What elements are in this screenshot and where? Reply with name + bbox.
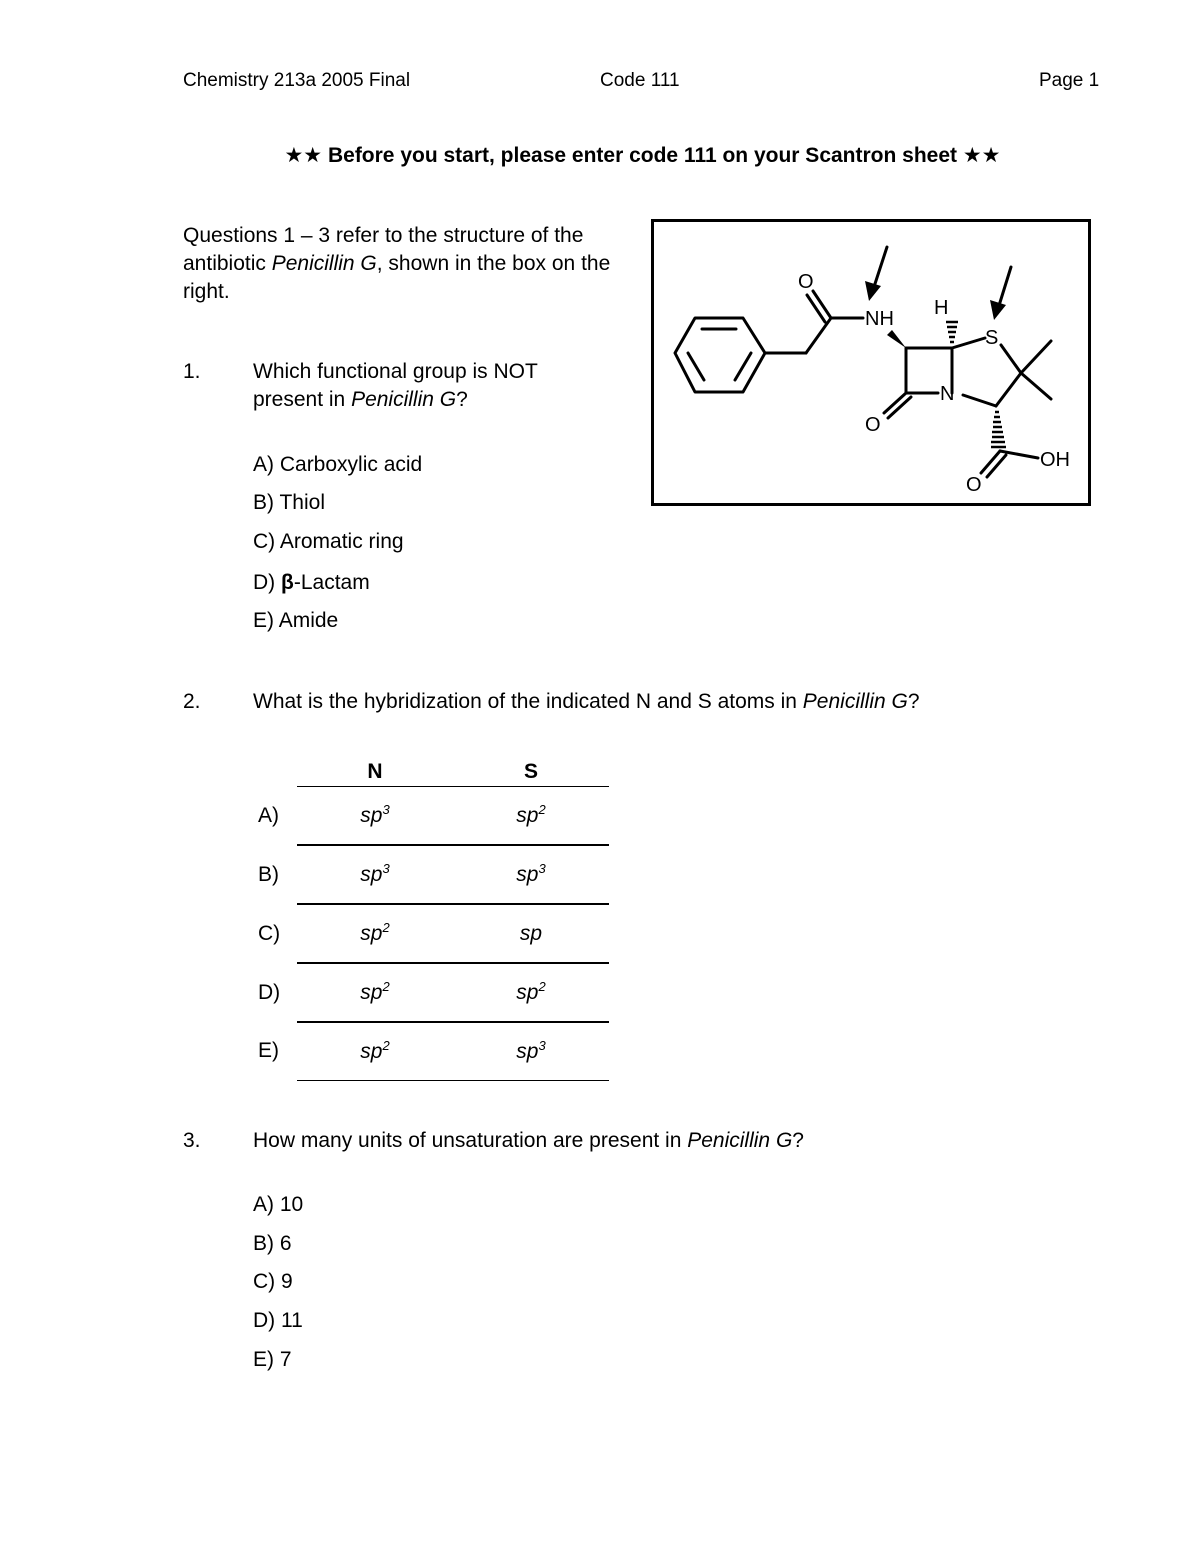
q3-option-d[interactable] — [253, 1309, 303, 1333]
n-hybridization: $sp^3$ — [297, 787, 453, 846]
option-letter: B) — [253, 491, 274, 514]
q3-option-a[interactable] — [253, 1193, 303, 1217]
option-letter: E) — [253, 1348, 274, 1371]
hybridization-table — [258, 750, 609, 1081]
option-letter: A) — [253, 453, 274, 476]
sulfur-label: S — [985, 327, 999, 349]
s-hybridization: sp — [453, 904, 609, 963]
option-text: 6 — [279, 1232, 292, 1255]
amide-nh-label: NH — [865, 308, 894, 330]
q2-option-a[interactable] — [258, 787, 609, 846]
row-letter: D) — [258, 980, 281, 1004]
q2-text — [253, 688, 1053, 716]
option-letter: A) — [253, 1193, 274, 1216]
q3-stem: How many units of unsaturation are present in — [253, 1129, 688, 1152]
row-letter: E) — [258, 1039, 279, 1063]
column-header-n: N — [297, 750, 453, 787]
table-corner — [258, 750, 297, 787]
q2-option-d[interactable] — [258, 963, 609, 1022]
option-letter: D) — [253, 1309, 276, 1332]
option-text: 10 — [279, 1193, 304, 1216]
q2-option-b[interactable] — [258, 845, 609, 904]
q1-option-a[interactable] — [253, 453, 422, 477]
hydroxyl-label: OH — [1040, 449, 1070, 471]
q3-drug: Penicillin G — [687, 1129, 793, 1152]
s-hybridization: $sp^2$ — [453, 963, 609, 1022]
q2-end: ? — [907, 690, 920, 713]
q1-stem: Which functional group is NOT present in — [253, 360, 538, 411]
intro-paragraph — [183, 222, 623, 306]
option-letter: C) — [253, 530, 276, 553]
scantron-banner: ★★ Before you start, please enter code 111 on your Scantron sheet ★★ — [284, 144, 1001, 167]
row-letter: C) — [258, 921, 281, 945]
q2-drug: Penicillin G — [802, 690, 908, 713]
carbonyl-oxygen-label: O — [798, 271, 814, 293]
s-hybridization: $sp^2$ — [453, 787, 609, 846]
option-letter: B) — [253, 1232, 274, 1255]
q3-option-b[interactable] — [253, 1232, 292, 1256]
q3-option-e[interactable] — [253, 1348, 292, 1372]
option-text: Carboxylic acid — [279, 453, 423, 476]
acid-oxygen-label: O — [966, 474, 982, 496]
option-text: 9 — [281, 1270, 293, 1293]
s-hybridization: $sp^3$ — [453, 1022, 609, 1081]
option-text: 7 — [279, 1348, 292, 1371]
header-code: Code 111 — [600, 70, 680, 91]
option-text: Thiol — [279, 491, 325, 514]
n-hybridization: $sp^2$ — [297, 904, 453, 963]
q3-end: ? — [792, 1129, 804, 1152]
q2-option-e[interactable] — [258, 1022, 609, 1081]
q3-text — [253, 1127, 1053, 1155]
option-letter: C) — [253, 1270, 276, 1293]
q3-number: 3. — [183, 1129, 201, 1152]
q1-end: ? — [456, 388, 468, 411]
n-hybridization: $sp^3$ — [297, 845, 453, 904]
intro-after: , shown in the box on the right. — [183, 252, 611, 303]
row-letter: A) — [258, 803, 279, 827]
q3-option-c[interactable] — [253, 1270, 293, 1294]
option-text: Aromatic ring — [279, 530, 404, 553]
n-hybridization: $sp^2$ — [297, 1022, 453, 1081]
nitrogen-label: N — [940, 383, 955, 405]
header-course: Chemistry 213a 2005 Final — [183, 70, 411, 91]
column-header-s: S — [453, 750, 609, 787]
q1-option-e[interactable] — [253, 609, 338, 633]
intro-before: Questions 1 – 3 refer to the structure of the antibiotic — [183, 224, 584, 275]
q2-option-c[interactable] — [258, 904, 609, 963]
q1-option-c[interactable] — [253, 530, 404, 554]
hydrogen-label: H — [934, 297, 949, 319]
intro-drug-name: Penicillin G — [271, 252, 377, 275]
q1-text — [253, 358, 613, 414]
q1-option-d[interactable] — [253, 571, 370, 595]
row-letter: B) — [258, 862, 279, 886]
header-page-number: Page 1 — [1039, 70, 1100, 91]
q2-stem: What is the hybridization of the indicated N and S atoms in — [253, 690, 803, 713]
q2-number: 2. — [183, 690, 201, 713]
option-text: 11 — [281, 1309, 303, 1332]
option-letter: E) — [253, 609, 274, 632]
option-text: -Lactam — [293, 571, 370, 594]
option-greek-beta: β — [281, 571, 294, 594]
n-hybridization: $sp^2$ — [297, 963, 453, 1022]
option-text: Amide — [278, 609, 339, 632]
lactam-oxygen-label: O — [865, 414, 881, 436]
option-letter: D) — [253, 571, 276, 594]
penicillin-structure-box — [651, 219, 1091, 506]
q1-drug: Penicillin G — [351, 388, 457, 411]
q1-number: 1. — [183, 360, 201, 383]
s-hybridization: $sp^3$ — [453, 845, 609, 904]
q1-option-b[interactable] — [253, 491, 325, 515]
penicillin-structure-drawing — [654, 222, 1094, 509]
